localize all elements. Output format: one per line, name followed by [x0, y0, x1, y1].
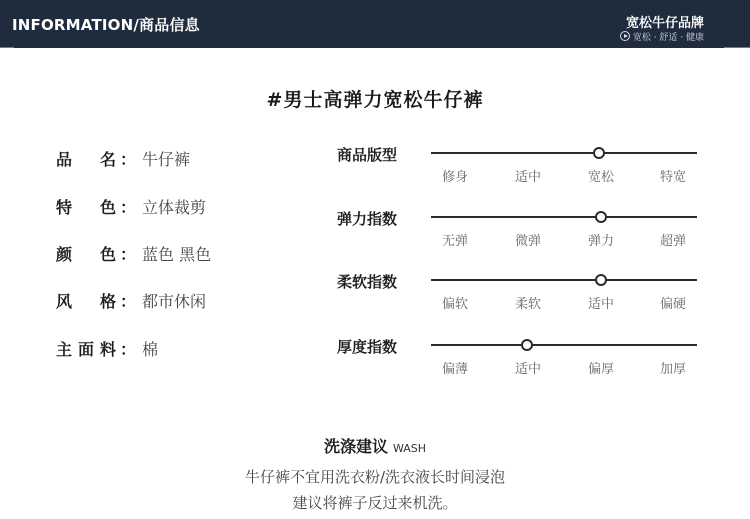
- brand-tagline: [620, 30, 704, 43]
- wash-instruction-1: 牛仔裤不宜用洗衣粉/洗衣液长时间浸泡: [244, 468, 506, 486]
- info-label: 主面料: [56, 340, 116, 359]
- rating-marker: [595, 274, 607, 286]
- rating-option: 柔软: [514, 297, 542, 312]
- rating-option: 无弹: [441, 234, 469, 249]
- rating-option: 适中: [587, 297, 615, 312]
- wash-section-title: [0, 434, 750, 457]
- rating-option: 偏软: [441, 297, 469, 312]
- rating-scale-line: [431, 216, 697, 218]
- wash-title-en: WASH: [392, 442, 427, 455]
- header-title: INFORMATION/商品信息: [12, 16, 200, 34]
- product-title: #男士高弹力宽松牛仔裤: [266, 89, 484, 111]
- rating-option: 特宽: [659, 170, 687, 185]
- info-value: 都市休闲: [142, 292, 207, 311]
- info-colon: ：: [120, 198, 137, 217]
- rating-scale-line: [431, 279, 697, 281]
- rating-option: 弹力: [587, 234, 615, 249]
- brand-tagline-text: 宽松 · 舒适 · 健康: [632, 33, 704, 43]
- rating-marker: [595, 211, 607, 223]
- brand-name: 宽松牛仔品牌: [625, 16, 704, 31]
- rating-label: 弹力指数: [337, 210, 398, 228]
- rating-option: 修身: [441, 170, 469, 185]
- info-label: 颜色: [56, 245, 116, 264]
- info-value: 棉: [142, 340, 159, 359]
- header-edge-right: [724, 47, 750, 48]
- rating-option: 偏厚: [587, 362, 615, 377]
- info-colon: ：: [120, 245, 137, 264]
- rating-label: 商品版型: [337, 146, 398, 164]
- rating-option: 偏薄: [441, 362, 469, 377]
- rating-option: 微弹: [514, 234, 542, 249]
- rating-option: 宽松: [587, 170, 615, 185]
- info-value: 牛仔裤: [142, 150, 191, 169]
- info-label: 特色: [56, 198, 116, 217]
- info-label: 风格: [56, 292, 116, 311]
- rating-scale-line: [431, 152, 697, 154]
- wash-instruction-2: 建议将裤子反过来机洗。: [292, 494, 458, 512]
- rating-marker: [593, 147, 605, 159]
- info-label: 品名: [56, 150, 116, 169]
- rating-option: 超弹: [659, 234, 687, 249]
- info-value: 立体裁剪: [142, 198, 207, 217]
- header-bar: [0, 0, 750, 48]
- rating-option: 适中: [514, 362, 542, 377]
- rating-option: 适中: [514, 170, 542, 185]
- rating-label: 厚度指数: [337, 338, 398, 356]
- rating-option: 加厚: [659, 362, 687, 377]
- rating-marker: [521, 339, 533, 351]
- info-colon: ：: [120, 340, 137, 359]
- rating-scale-line: [431, 344, 697, 346]
- rating-label: 柔软指数: [337, 273, 398, 291]
- info-colon: ：: [120, 150, 137, 169]
- header-edge-left: [0, 47, 14, 48]
- play-icon: [620, 31, 630, 41]
- info-value: 蓝色 黑色: [142, 245, 212, 264]
- info-colon: ：: [120, 292, 137, 311]
- rating-option: 偏硬: [659, 297, 687, 312]
- wash-title: 洗涤建议: [323, 437, 388, 456]
